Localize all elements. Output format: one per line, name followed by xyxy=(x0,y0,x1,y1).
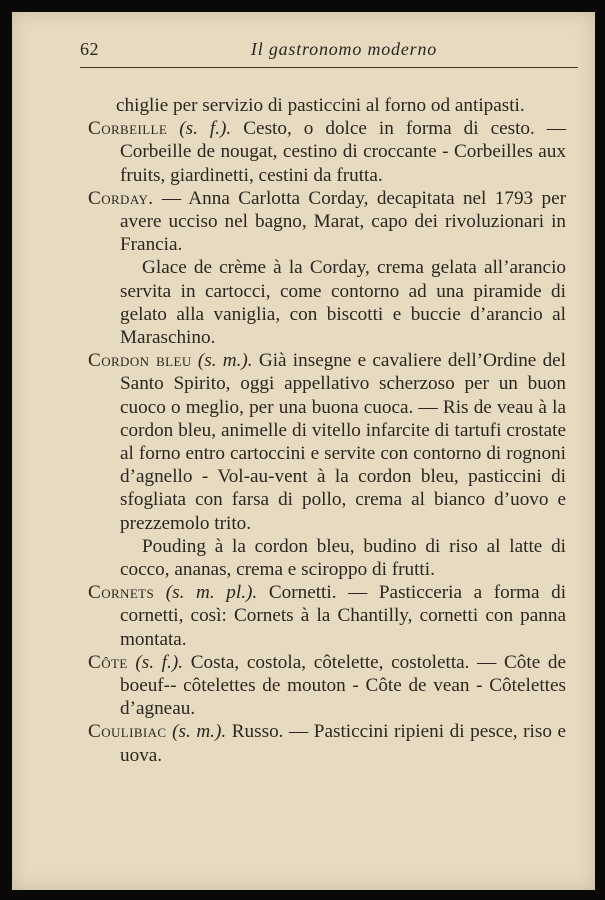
headword: Cornets xyxy=(88,582,155,604)
entry-body: Russo. — Pasticcini ripieni di pesce, riso e uova. xyxy=(120,721,566,766)
entry-cordon-bleu xyxy=(88,349,566,535)
headword: Corday. xyxy=(88,187,154,209)
grammar-label: (s. f.). xyxy=(135,651,184,673)
entry-coulibiac xyxy=(88,720,566,766)
grammar-label: (s. f.). xyxy=(179,118,232,140)
entry-body: Cornetti. — Pasticceria a forma di cornetti, così: Cornets à la Chantilly, cornetti con panna montata. xyxy=(120,582,567,650)
headword: Côte xyxy=(88,651,128,673)
entry-body: Costa, costola, côtelette, costoletta. — Côte de boeuf-- côtelettes de mouton - Côte de vean - Côtelettes d’agneau. xyxy=(120,651,567,720)
entry-body: Cesto, o dolce in forma di cesto. — Corbeille de nougat, cestino di croccante - Corbeilles aux fruits, giardinetti, cestini da frutta. xyxy=(120,118,567,186)
entry-body: Già insegne e cavaliere dell’Ordine del Santo Spirito, oggi appellativo scherzoso per un buon cuoco o meglio, per una buona cuoca. — Ris de veau à la cordon bleu, animelle di vitello infarcite di tartufi crostate al forno entro cartoccini e servite con contorno di rognoni d’agnello - Vol-au-vent à la cordon bleu, pasticcini di sfogliata con farsa di pollo, crema al bianco d’uovo e prezzemolo trito. xyxy=(120,350,567,534)
entry-cordon-bleu-subparagraph: Pouding à la cordon bleu, budino di riso al latte di cocco, ananas, crema e sciroppo di frutti. xyxy=(120,535,566,581)
headword: Cordon bleu xyxy=(88,350,192,372)
page-number: 62 xyxy=(80,39,99,59)
headword: Corbeille xyxy=(88,118,168,140)
entry-corbeille xyxy=(88,117,566,187)
grammar-label: (s. m.). xyxy=(197,350,253,372)
dictionary-text xyxy=(88,94,566,767)
grammar-label: (s. m.). xyxy=(172,721,227,743)
entry-corday xyxy=(88,187,566,257)
book-page xyxy=(12,12,595,890)
entry-cornets xyxy=(88,581,566,651)
entry-cote xyxy=(88,651,566,721)
running-title: Il gastronomo moderno xyxy=(250,39,438,59)
entry-corday-subparagraph: Glace de crème à la Corday, crema gelata all’arancio servita in cartocci, come contorno ad una piramide di gelato alla vaniglia, con biscotti e buccie d’arancio al Maraschino. xyxy=(120,257,566,349)
page-header xyxy=(80,38,578,60)
grammar-label: (s. m. pl.). xyxy=(165,582,258,604)
continuation-paragraph: chiglie per servizio di pasticcini al forno od antipasti. xyxy=(116,95,525,116)
headword: Coulibiac xyxy=(88,721,167,743)
header-rule xyxy=(80,67,578,68)
entry-body: — Anna Carlotta Corday, decapitata nel 1793 per avere ucciso nel bagno, Marat, capo dei rivoluzionari in Francia. xyxy=(120,187,567,256)
